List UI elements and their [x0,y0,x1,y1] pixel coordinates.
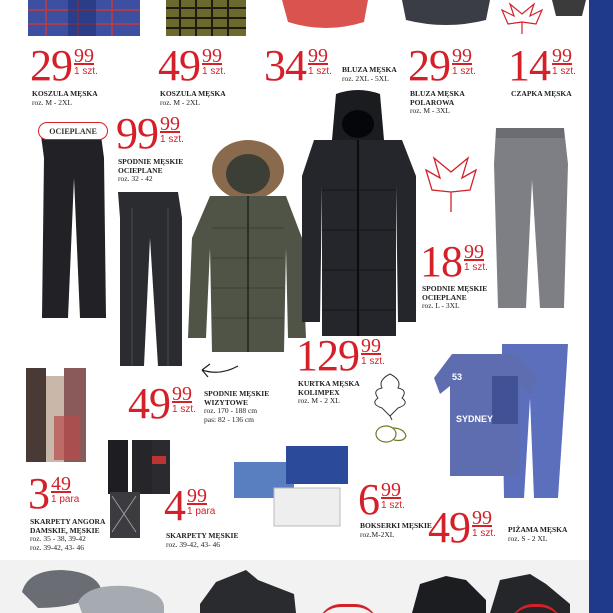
label-spodnie-ocieplane-2: SPODNIE MĘSKIE OCIEPLANE roz. L - 3XL [422,284,488,311]
slippers-image [18,562,168,613]
price-bluza-1: 34 99 1 szt. [264,41,332,90]
pointer-arrow-icon [196,360,240,380]
boxer-briefs-image [230,440,354,532]
fleece-sweatshirt-image [402,0,492,32]
price-skarpety-angora: 3 49 1 para [28,469,80,518]
pajama-print-number: 53 [452,372,463,382]
maple-leaf-outline-icon [420,150,482,214]
pajama-set-image [432,338,572,508]
price-bokserki: 6 99 1 szt. [358,475,405,524]
insulated-badge: OCIEPLANE [38,122,108,140]
price-pizama: 49 99 1 szt. [428,503,496,552]
price-spodnie-ocieplane-2: 18 99 1 szt. [420,237,488,286]
side-brand-stripe [589,0,613,613]
insulated-trousers-image [34,118,110,340]
label-czapka: CZAPKA MĘSKA [511,89,572,98]
label-kurtka: KURTKA MĘSKA KOLIMPEX roz. M - 2 XL [298,379,360,406]
pajama-print-word: SYDNEY [456,414,494,424]
label-spodnie-ocieplane-1: SPODNIE MĘSKIE OCIEPLANE roz. 32 - 42 [118,157,184,184]
sneaker-image [196,564,300,613]
plaid-shirt-image [28,0,140,38]
oak-leaf-acorn-icon [362,370,418,450]
price-czapka: 14 99 1 szt. [508,41,576,90]
red-hoodie-image [278,0,373,32]
price-koszula-2: 49 99 1 szt. [158,41,226,90]
label-koszula-2: KOSZULA MĘSKA roz. M - 2XL [160,89,226,107]
mens-socks-image [106,436,172,542]
maple-leaf-icon [492,0,552,38]
price-spodnie-ocieplane-1: 99 99 1 szt. [116,109,184,158]
grey-sweatpants-image [488,124,572,314]
cropped-price-decoration-2 [510,600,570,613]
cropped-price-decoration [318,600,388,613]
price-spodnie-wizytowe: 49 99 1 szt. [128,379,196,428]
dress-trousers-image [112,188,188,370]
price-koszula-1: 29 99 1 szt. [30,41,98,90]
label-pizama: PIŻAMA MĘSKA roz. S - 2 XL [508,525,568,543]
label-bokserki: BOKSERKI MĘSKIE roz.M-2XL [360,521,432,539]
parka-jacket-image [184,138,310,360]
angora-socks-image [24,366,90,466]
price-kurtka: 129 99 1 szt. [296,331,385,380]
label-skarpety-angora: SKARPETY ANGORA DAMSKIE, MĘSKIE roz. 35 - 38, 39-42 roz. 39-42, 43- 46 [30,517,105,552]
price-bluza-2: 29 99 1 szt. [408,41,476,90]
black-puffer-jacket-image [300,90,418,342]
cap-image [552,0,588,22]
label-koszula-1: KOSZULA MĘSKA roz. M - 2XL [32,89,98,107]
price-skarpety-meskie: 4 99 1 para [164,481,216,530]
label-spodnie-wizytowe: SPODNIE MĘSKIE WIZYTOWE roz. 170 - 188 cm pas: 82 - 136 cm [204,389,270,424]
checked-shirt-image [160,0,252,38]
label-bluza-2: BLUZA MĘSKA POLAROWA roz. M - 3XL [410,89,465,116]
label-bluza-1: BLUZA MĘSKA roz. 2XL - 5XL [342,65,397,83]
label-skarpety-meskie: SKARPETY MĘSKIE roz. 39-42, 43- 46 [166,531,239,549]
